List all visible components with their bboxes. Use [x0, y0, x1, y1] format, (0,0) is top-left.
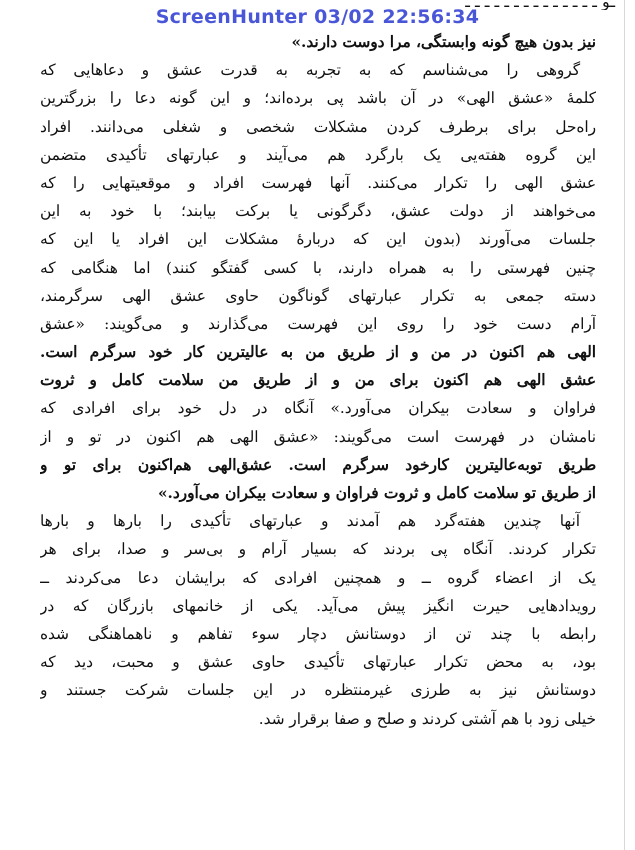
text-line: تکرار کردند. آنگاه پی بردند که بسیار آرام و بی‌سر و صدا، برای هر: [40, 540, 596, 559]
page-edge: [624, 0, 625, 850]
text-line: عشق الهی را تکرار می‌کنند. آنها فهرست افراد و موقعیتهایی را که: [40, 173, 596, 192]
text-line: گروهی را می‌شناسم که به تجربه به قدرت عشق و دعاهایی که: [40, 61, 580, 80]
text-line: رویدادهایی حیرت انگیز پیش می‌آید. یکی از خانمهای بازرگان که در: [40, 596, 596, 615]
text-line: این گروه هفته‌یی یک بارگرد هم می‌آیند و عبارتهای تأکیدی متضمن: [40, 145, 596, 164]
screenshot-watermark: ScreenHunter 03/02 22:56:34: [155, 6, 480, 28]
cut-off-text: ـو ـ ـ ـ ـ ـ ـ ـ ـ ـ ـ ـ ـ ـ ـ: [465, 0, 615, 10]
text-line: نامشان در فهرست است می‌گویند: «عشق الهی هم اکنون در تو و از: [40, 427, 596, 446]
text-line: بود، به محض تکرار عبارتهای تأکیدی حاوی عشق و محبت، دید که: [40, 653, 596, 672]
text-line: جلسات می‌آورند (بدون این که دربارهٔ مشکلات این افراد یا این که: [40, 230, 596, 249]
text-line: چنین فهرستی را به همراه دارند، با کسی گفتگو کنند) اما هنگامی که: [40, 258, 596, 277]
text-line: خیلی زود با هم آشتی کردند و صلح و صفا برقرار شد.: [258, 709, 596, 728]
text-line: فراوان و سعادت بیکران می‌آورد.» آنگاه در دل خود برای افرادی که: [40, 399, 596, 418]
text-line: یک از اعضاء گروه ــ و همچنین افرادی که برایشان دعا می‌کردند ــ: [40, 568, 596, 587]
text-line: آنها چندین هفته‌گرد هم آمدند و عبارتهای تأکیدی را بارها و بارها: [40, 512, 580, 531]
text-line: راه‌حل برای برطرف کردن مشکلات شخصی و شغلی می‌دانند. افراد: [40, 117, 596, 136]
text-line: رابطه با چند تن از دوستانش دچار سوء تفاهم و ناهماهنگی شده: [40, 624, 596, 643]
text-line: کلمهٔ «عشق الهی» در آن باشد پی برده‌اند؛ و این گونه دعا را بزرگترین: [40, 89, 596, 108]
text-line: می‌خواهند از دولت عشق، دگرگونی یا برکت بیابند؛ با خود به این: [40, 202, 596, 221]
text-line: دوستانش نیز به طرزی غیرمنتظره در این جلسات شرکت جستند و: [40, 681, 596, 700]
text-line: الهی هم اکنون در من و از طریق من به عالیترین کار خود سرگرم است.: [40, 343, 596, 362]
text-line: از طریق تو سلامت کامل و ثروت فراوان و سعادت بیکران می‌آورد.»: [157, 484, 596, 502]
text-line: طریق توبه‌عالیترین کارخود سرگرم است. عشق‌الهی هم‌اکنون برای تو و: [40, 455, 596, 474]
text-line: عشق الهی هم اکنون برای من و از طریق من سلامت کامل و ثروت: [40, 371, 596, 390]
document-text: [40, 28, 596, 733]
text-line: دسته جمعی به تکرار عبارتهای گوناگون حاوی عشق الهی سرگرمند،: [40, 286, 596, 305]
text-line: آرام دست خود را روی این فهرست می‌گذارند و می‌گویند: «عشق: [40, 314, 596, 333]
text-line: نیز بدون هیچ گونه وابستگی، مرا دوست دارند.»: [291, 33, 596, 51]
